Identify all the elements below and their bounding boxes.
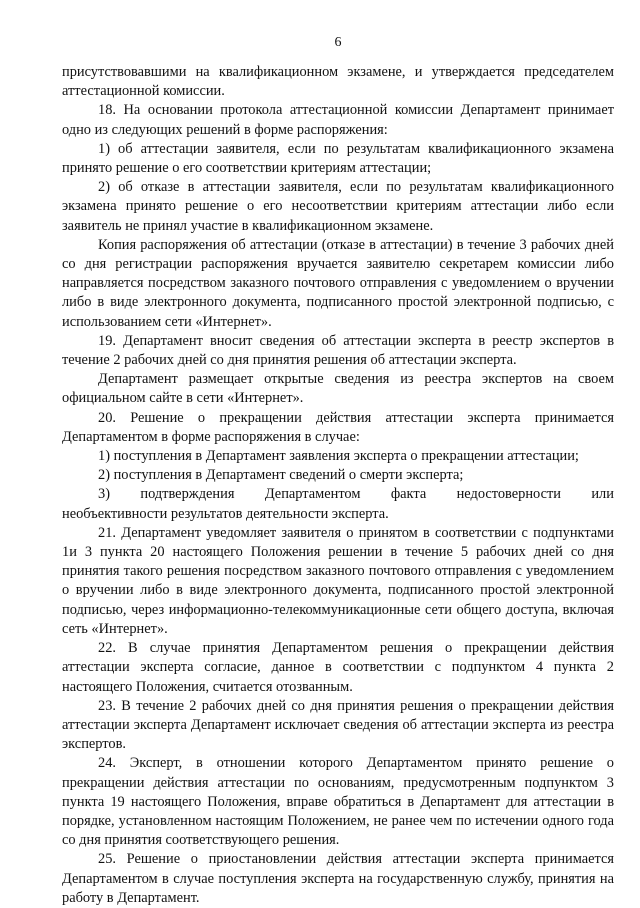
paragraph-18-item-2: 2) об отказе в аттестации заявителя, если по результатам квалификационного экзамена принято решение о его несоответствии критериям аттестации либо если заявитель не принял участие в квалификационном экзамене.	[62, 179, 614, 234]
spaced-word: недостоверности	[456, 486, 561, 503]
paragraph-18-item-1: 1) об аттестации заявителя, если по результатам квалификационного экзамена принято решение о его соответствии критериям аттестации;	[62, 140, 614, 177]
paragraph-20-item-3-cont: необъективности результатов деятельности эксперта.	[62, 505, 389, 522]
spaced-word: Департаментом	[264, 486, 361, 503]
paragraph-19: 19. Департамент вносит сведения об аттестации эксперта в реестр экспертов в течение 2 рабочих дней со дня принятия решения об аттестации эксперта.	[62, 332, 614, 369]
paragraph-20-item-2: 2) поступления в Департамент сведений о смерти эксперта;	[98, 467, 464, 484]
paragraph-23: 23. В течение 2 рабочих дней со дня принятия решения о прекращении действия аттестации эксперта Департамент исключает сведения об аттестации эксперта из реестра экспертов.	[62, 697, 614, 753]
paragraph-25: 25. Решение о приостановлении действия аттестации эксперта принимается Департаментом в случае поступления эксперта на государственную службу, принятия на работу в Департамент.	[62, 851, 614, 906]
spaced-word: или	[591, 486, 614, 503]
paragraph-continuation: присутствовавшими на квалификационном экзамене, и утверждается председателем аттестационной комиссии.	[62, 64, 614, 100]
paragraph-18: 18. На основании протокола аттестационной комиссии Департамент принимает одно из следующих решений в форме распоряжения:	[62, 102, 614, 138]
paragraph-24: 24. Эксперт, в отношении которого Департаментом принято решение о прекращении действия аттестации по основаниям, предусмотренным подпунктом 3 пункта 19 настоящего Положения, вправе обратиться в Департамент для аттестации в порядке, установленном настоящим Положением, не ранее чем по истечении одного года со дня принятия соответствующего решения.	[62, 755, 614, 849]
document-page	[62, 34, 614, 908]
paragraph-20-item-3-line	[62, 485, 614, 504]
paragraph-20: 20. Решение о прекращении действия аттестации эксперта принимается Департаментом в форме распоряжения в случае:	[62, 409, 614, 445]
paragraph-20-item-1: 1) поступления в Департамент заявления эксперта о прекращении аттестации;	[98, 448, 579, 465]
paragraph-22: 22. В случае принятия Департаментом решения о прекращении действия аттестации эксперта согласие, данное в соответствии с подпунктом 4 пункта 2 настоящего Положения, считается отозванным.	[62, 640, 614, 695]
paragraph-19-site: Департамент размещает открытые сведения из реестра экспертов на своем официальном сайте в сети «Интернет».	[62, 371, 614, 407]
spaced-word: факта	[390, 486, 427, 503]
spaced-word: 3)	[98, 486, 110, 503]
paragraph-18-copy: Копия распоряжения об аттестации (отказе в аттестации) в течение 3 рабочих дней со дня регистрации распоряжения вручается заявителю секретарем комиссии либо направляется посредством заказного почтового отправления с уведомлением о вручении либо в виде электронного документа, подписанного простой электронной подписью, с использованием сети «Интернет».	[62, 236, 614, 330]
paragraph-21: 21. Департамент уведомляет заявителя о принятом в соответствии с подпунктами 1и 3 пункта 20 настоящего Положения решении в течение 5 рабочих дней со дня принятия такого решения посредством заказного почтового отправления с уведомлением о вручении либо в виде электронного документа, подписанного простой электронной подписью, через информационно-телекоммуникационные сети общего доступа, включая сеть «Интернет».	[62, 524, 614, 637]
page-number: 6	[334, 35, 342, 50]
spaced-word: подтверждения	[140, 486, 235, 503]
